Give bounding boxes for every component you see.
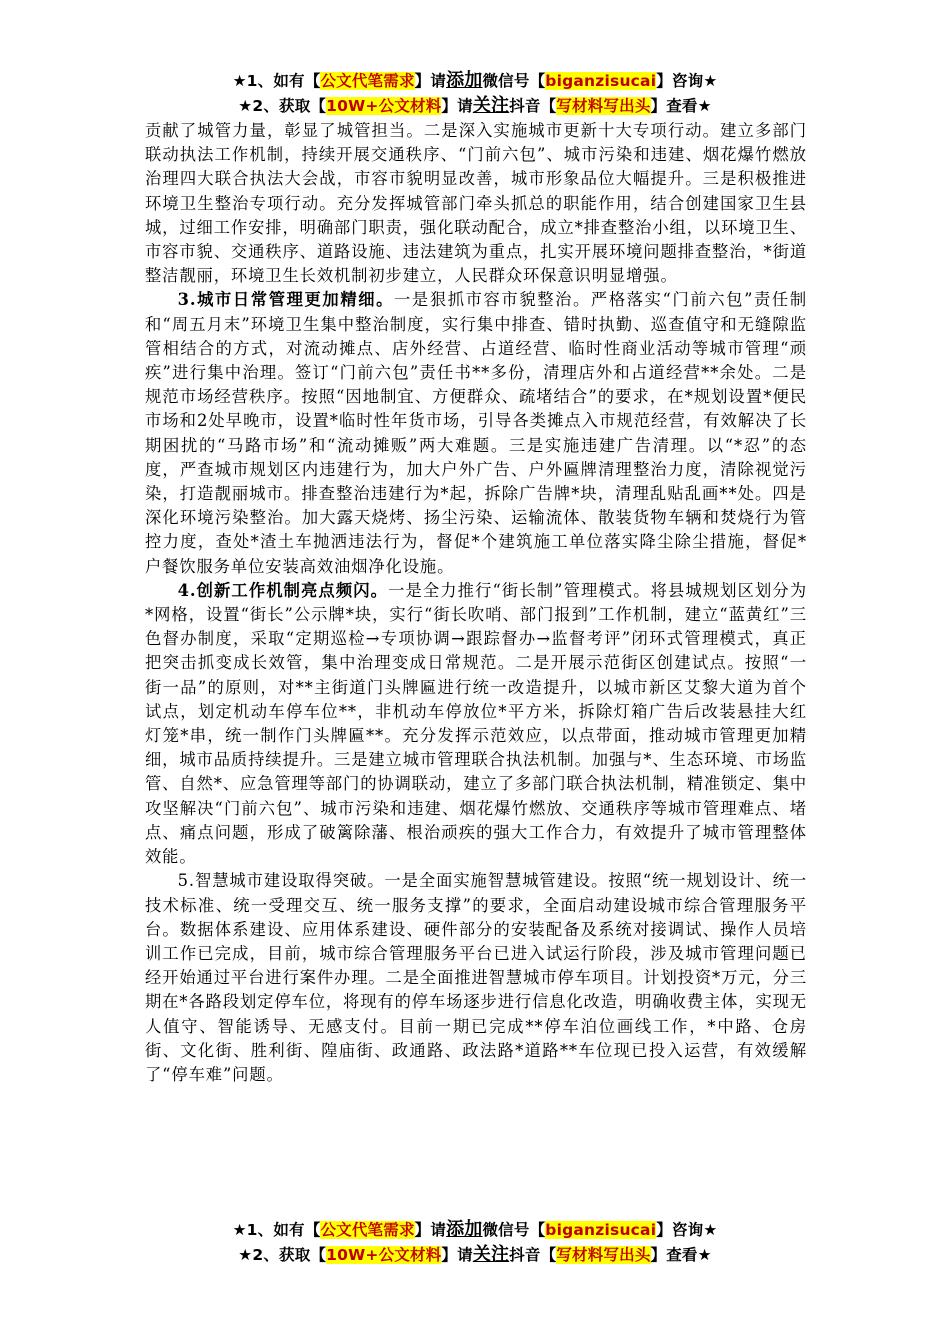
underlined-text: 关注 — [472, 1244, 510, 1265]
ad-banner-top-line1 — [145, 68, 805, 94]
banner-text: 】请 — [441, 97, 473, 115]
highlight-text: 公文代笔需求 — [320, 72, 415, 90]
paragraph-heading: 4.创新工作机制亮点频闪。 — [177, 580, 389, 600]
ad-banner-bottom-line2 — [145, 1242, 805, 1268]
paragraph — [145, 579, 807, 869]
banner-text: ★2、获取【 — [238, 1246, 327, 1264]
underlined-text: 添加 — [446, 1219, 483, 1240]
ad-banner-bottom-line1 — [145, 1217, 805, 1243]
wechat-id-highlight: biganzisucai — [545, 72, 657, 90]
highlight-text: 10W+公文材料 — [326, 1246, 442, 1264]
banner-text: 】查看★ — [650, 1246, 712, 1264]
banner-text: 】查看★ — [650, 97, 712, 115]
banner-text: 微信号【 — [482, 1221, 546, 1239]
banner-text: ★1、如有【 — [232, 1221, 321, 1239]
banner-text: 】请 — [414, 1221, 447, 1239]
paragraph — [145, 288, 807, 578]
paragraph-text: 贡献了城管力量，彰显了城管担当。二是深入实施城市更新十大专项行动。建立多部门联动执法工作机制，持续开展交通秩序、“门前六包”、城市污染和违建、烟花爆竹燃放治理四大联合执法大会战，市容市貌明显改善，城市形象品位大幅提升。三是积极推进环境卫生整治专项行动。充分发挥城管部门牵头抓总的职能作用，结合创建国家卫生县城，过细工作安排，明确部门职责，强化联动配合，成立*排查整治小组，以环境卫生、市容市貌、交通秩序、道路设施、违法建筑为重点，扎实开展环境问题排查整治，*街道整洁靓丽，环境卫生长效机制初步建立，人民群众环保意识明显增强。 — [145, 121, 807, 286]
banner-text: 微信号【 — [482, 72, 546, 90]
document-body — [145, 119, 807, 1087]
banner-text: 】咨询★ — [656, 72, 718, 90]
highlight-text: 公文代笔需求 — [320, 1221, 415, 1239]
ad-banner-top-line2 — [145, 93, 805, 119]
paragraph-text: 一是全力推行“街长制”管理模式。将县城规划区划分为*网格，设置“街长”公示牌*块，实行“街长吹哨、部门报到”工作机制，建立“蓝黄红”三色督办制度，采取“定期巡检→专项协调→跟踪督办→监督考评”闭环式管理模式，真正把突击抓变成长效管，集中治理变成日常规范。二是开展示范街区创建试点。按照“一街一品”的原则，对**主街道门头牌匾进行统一改造提升，以城市新区艾黎大道为首个试点，划定机动车停车位**，非机动车停放位*平方米，拆除灯箱广告后改装悬挂大红灯笼*串，统一制作门头牌匾**。充分发挥示范效应，以点带面，推动城市管理更加精细，城市品质持续提升。三是建立城市管理联合执法机制。加强与*、生态环境、市场监管、自然*、应急管理等部门的协调联动，建立了多部门联合执法机制，精准锁定、集中攻坚解决“门前六包”、城市污染和违建、烟花爆竹燃放、交通秩序等城市管理难点、堵点、痛点问题，形成了破篱除藩、根治顽疾的强大工作合力，有效提升了城市管理整体效能。 — [145, 580, 808, 867]
highlight-text: 10W+公文材料 — [326, 97, 442, 115]
paragraph-text: 一是狠抓市容市貌整治。严格落实“门前六包”责任制和“周五月末”环境卫生集中整治制度，实行集中排查、错时执勤、巡查值守和无缝隙监管相结合的方式，对流动摊点、店外经营、占道经营、临时性商业活动等城市管理“顽疾”进行集中治理。签订“门前六包”责任书**多份，清理店外和占道经营**余处。二是规范市场经营秩序。按照“因地制宜、方便群众、疏堵结合”的要求，在*规划设置*便民市场和2处早晚市，设置*临时性年货市场，引导各类摊点入市规范经营，有效解决了长期困扰的“马路市场”和“流动摊贩”两大难题。三是实施违建广告清理。以“*忍”的态度，严查城市规划区内违建行为，加大户外广告、户外匾牌清理整治力度，清除视觉污染，打造靓丽城市。排查整治违建行为*起，拆除广告牌*块，清理乱贴乱画**处。四是深化环境污染整治。加大露天烧烤、扬尘污染、运输流体、散装货物车辆和焚烧行为管控力度，查处*渣土车抛洒违法行为，督促*个建筑施工单位落实降尘除尘措施，督促*户餐饮服务单位安装高效油烟净化设施。 — [145, 290, 808, 576]
underlined-text: 关注 — [472, 95, 510, 116]
paragraph-text: 5.智慧城市建设取得突破。一是全面实施智慧城管建设。按照“统一规划设计、统一技术标准、统一受理交互、统一服务支撑”的要求，全面启动建设城市综合管理服务平台。数据体系建设、应用体系建设、硬件部分的安装配备及系统对接调试、操作人员培训工作已完成，目前，城市综合管理服务平台已进入试运行阶段，涉及城市管理问题已经开始通过平台进行案件办理。二是全面推进智慧城市停车项目。计划投资*万元，分三期在*各路段划定停车位，将现有的停车场逐步进行信息化改造，明确收费主体，实现无人值守、智能诱导、无感支付。目前一期已完成**停车泊位画线工作，*中路、仓房街、文化街、胜利街、隍庙街、政通路、政法路*道路**车位现已投入运营，有效缓解了“停车难”问题。 — [145, 871, 807, 1084]
paragraph — [145, 869, 807, 1087]
douyin-id-highlight: 写材料写出头 — [556, 97, 651, 115]
wechat-id-highlight: biganzisucai — [545, 1221, 657, 1239]
banner-text: 】咨询★ — [656, 1221, 718, 1239]
paragraph-heading: 3.城市日常管理更加精细。 — [177, 290, 395, 310]
banner-text: ★1、如有【 — [232, 72, 321, 90]
banner-text: 抖音【 — [509, 97, 557, 115]
banner-text: 抖音【 — [509, 1246, 557, 1264]
banner-text: 】请 — [441, 1246, 473, 1264]
banner-text: 】请 — [414, 72, 447, 90]
underlined-text: 添加 — [446, 70, 483, 91]
paragraph — [145, 119, 807, 288]
douyin-id-highlight: 写材料写出头 — [556, 1246, 651, 1264]
banner-text: ★2、获取【 — [238, 97, 327, 115]
